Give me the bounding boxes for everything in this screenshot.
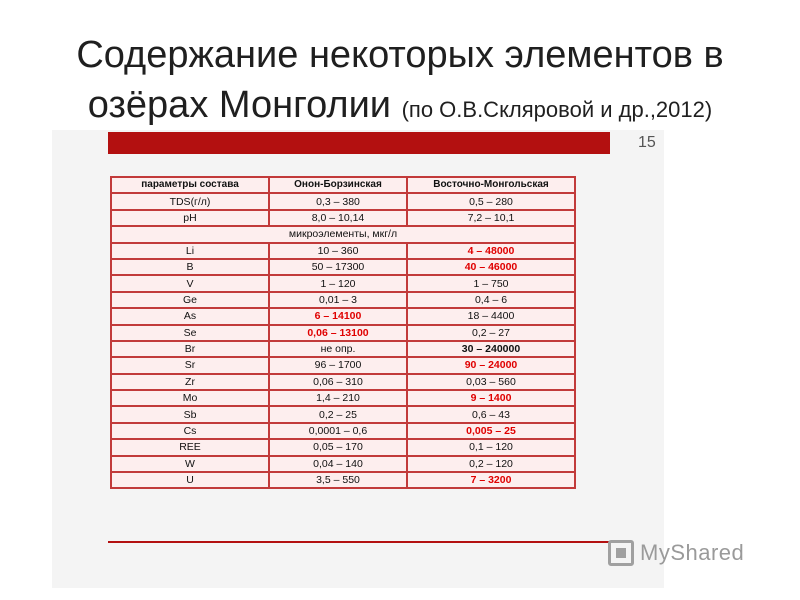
header-red-bar	[108, 132, 610, 154]
east-mongolian-cell: 7 – 3200	[407, 472, 575, 488]
onon-borzinskaya-cell: 1,4 – 210	[269, 390, 407, 406]
onon-borzinskaya-cell: 0,3 – 380	[269, 193, 407, 209]
composition-table	[110, 176, 576, 489]
presentation-icon	[608, 540, 634, 566]
onon-borzinskaya-cell: не опр.	[269, 341, 407, 357]
header-east-mongolian: Восточно-Монгольская	[407, 177, 575, 193]
table-row	[111, 357, 575, 373]
onon-borzinskaya-cell: 0,01 – 3	[269, 292, 407, 308]
onon-borzinskaya-cell: 0,06 – 310	[269, 374, 407, 390]
param-cell: As	[111, 308, 269, 324]
east-mongolian-cell: 0,5 – 280	[407, 193, 575, 209]
table-row	[111, 308, 575, 324]
footer-red-line	[108, 541, 610, 543]
param-cell: Br	[111, 341, 269, 357]
onon-borzinskaya-cell: 0,2 – 25	[269, 406, 407, 422]
onon-borzinskaya-cell: 0,04 – 140	[269, 456, 407, 472]
param-cell: V	[111, 275, 269, 291]
title-line-2	[0, 80, 800, 135]
table-row	[111, 275, 575, 291]
east-mongolian-cell: 7,2 – 10,1	[407, 210, 575, 226]
slide-number: 15	[638, 134, 656, 151]
east-mongolian-cell: 0,005 – 25	[407, 423, 575, 439]
logo-text: MyShared	[640, 540, 745, 565]
table-row	[111, 259, 575, 275]
param-cell: Sr	[111, 357, 269, 373]
param-cell: Se	[111, 325, 269, 341]
param-cell: Mo	[111, 390, 269, 406]
table-header-row	[111, 177, 575, 193]
title-line-2-main: озёрах Монголии	[87, 84, 402, 126]
title-citation: (по О.В.Скляровой и др.,2012)	[401, 97, 713, 122]
east-mongolian-cell: 4 – 48000	[407, 243, 575, 259]
east-mongolian-cell: 0,6 – 43	[407, 406, 575, 422]
east-mongolian-cell: 18 – 4400	[407, 308, 575, 324]
onon-borzinskaya-cell: 96 – 1700	[269, 357, 407, 373]
onon-borzinskaya-cell: 8,0 – 10,14	[269, 210, 407, 226]
table-row	[111, 325, 575, 341]
myshared-logo	[608, 536, 744, 570]
table-row	[111, 439, 575, 455]
section-label: микроэлементы, мкг/л	[111, 226, 575, 242]
east-mongolian-cell: 40 – 46000	[407, 259, 575, 275]
table-row	[111, 292, 575, 308]
header-param: параметры состава	[111, 177, 269, 193]
header-onon-borzinskaya: Онон-Борзинская	[269, 177, 407, 193]
onon-borzinskaya-cell: 6 – 14100	[269, 308, 407, 324]
east-mongolian-cell: 0,2 – 120	[407, 456, 575, 472]
param-cell: Sb	[111, 406, 269, 422]
param-cell: pH	[111, 210, 269, 226]
onon-borzinskaya-cell: 0,06 – 13100	[269, 325, 407, 341]
east-mongolian-cell: 30 – 240000	[407, 341, 575, 357]
onon-borzinskaya-cell: 0,0001 – 0,6	[269, 423, 407, 439]
param-cell: Ge	[111, 292, 269, 308]
table-row	[111, 341, 575, 357]
onon-borzinskaya-cell: 10 – 360	[269, 243, 407, 259]
table-row	[111, 210, 575, 226]
east-mongolian-cell: 0,4 – 6	[407, 292, 575, 308]
param-cell: W	[111, 456, 269, 472]
title-line-1: Содержание некоторых элементов в	[76, 34, 724, 76]
east-mongolian-cell: 1 – 750	[407, 275, 575, 291]
table-row	[111, 472, 575, 488]
table-row	[111, 374, 575, 390]
east-mongolian-cell: 0,03 – 560	[407, 374, 575, 390]
east-mongolian-cell: 90 – 24000	[407, 357, 575, 373]
table-row	[111, 456, 575, 472]
param-cell: Cs	[111, 423, 269, 439]
east-mongolian-cell: 9 – 1400	[407, 390, 575, 406]
table-row	[111, 390, 575, 406]
onon-borzinskaya-cell: 1 – 120	[269, 275, 407, 291]
param-cell: TDS(г/л)	[111, 193, 269, 209]
table-row	[111, 193, 575, 209]
param-cell: U	[111, 472, 269, 488]
onon-borzinskaya-cell: 3,5 – 550	[269, 472, 407, 488]
onon-borzinskaya-cell: 0,05 – 170	[269, 439, 407, 455]
param-cell: Li	[111, 243, 269, 259]
param-cell: B	[111, 259, 269, 275]
east-mongolian-cell: 0,1 – 120	[407, 439, 575, 455]
onon-borzinskaya-cell: 50 – 17300	[269, 259, 407, 275]
param-cell: Zr	[111, 374, 269, 390]
table-row	[111, 423, 575, 439]
east-mongolian-cell: 0,2 – 27	[407, 325, 575, 341]
param-cell: REE	[111, 439, 269, 455]
slide-title	[0, 30, 800, 135]
table-row	[111, 243, 575, 259]
section-row	[111, 226, 575, 242]
table-row	[111, 406, 575, 422]
